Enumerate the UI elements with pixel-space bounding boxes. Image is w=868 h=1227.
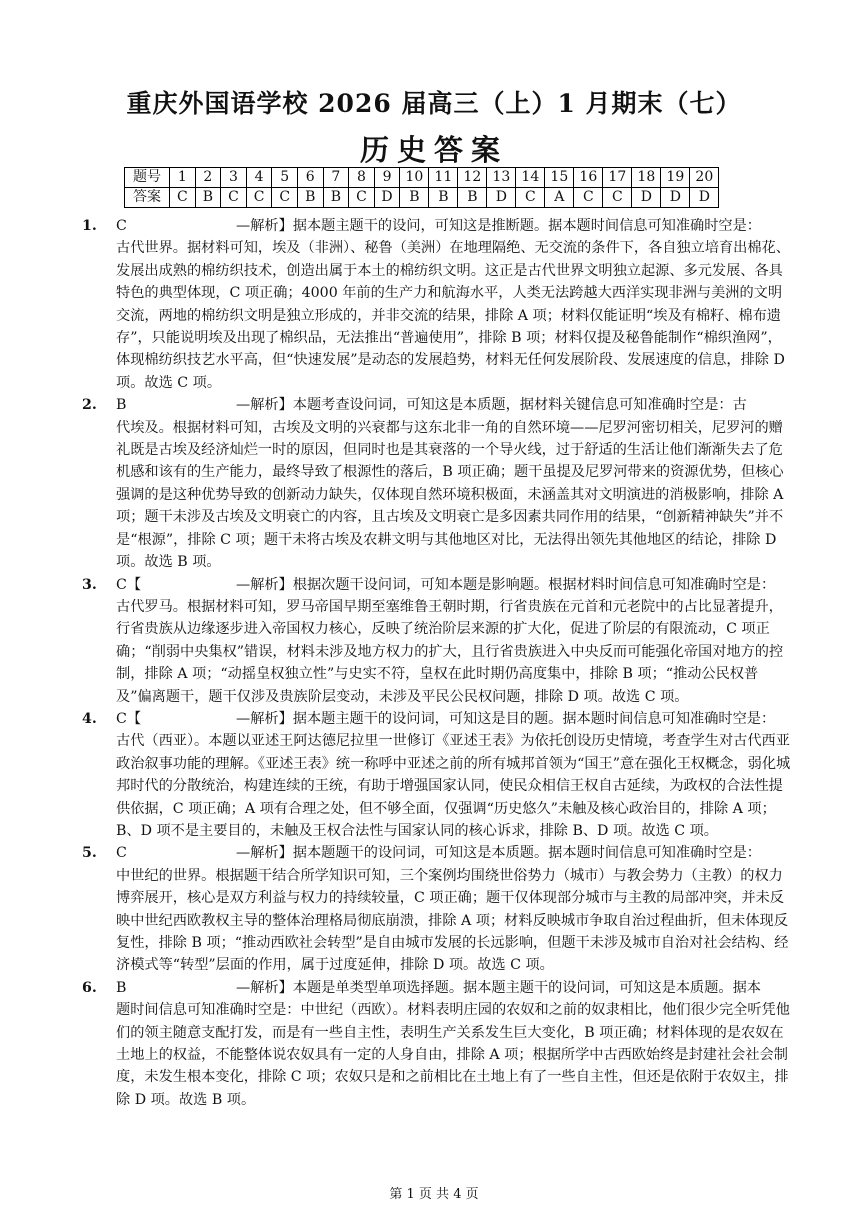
question-number: 2. bbox=[82, 397, 97, 414]
table-cell: 4 bbox=[246, 168, 272, 188]
answer-table-answer-row bbox=[125, 188, 719, 208]
table-cell: 8 bbox=[349, 168, 375, 188]
question-answer: C【 bbox=[116, 576, 142, 593]
question-answer: C bbox=[116, 845, 127, 862]
question-answer: B bbox=[116, 397, 127, 414]
explanation-lead: —解析】据本题主题干的设问，可知这是推断题。据本题时间信息可知准确时空是： bbox=[236, 218, 761, 234]
explanation-body: 古代世界。据材料可知，埃及（非洲）、秘鲁（美洲）在地理隔绝、无交流的条件下，各自独立培育出棉花、发展出成熟的棉纺织技术，创造出属于本土的棉纺织文明。这正是古代世界文明独立起源、多元发展、各具特色的典型体现，C 项正确；4000 年前的生产力和航海水平，人类无法跨越大西洋实现非洲与美洲的文明交流，两地的棉纺织文明是独立形成的，并非交流的结果，排除 A 项；材料仅能证明“埃及有棉籽、棉布遗存”，只能说明埃及出现了棉织品，无法推出“普遍使用”，排除 B 项；材料仅提及秘鲁能制作“棉织渔网”，体现棉纺织技艺水平高，但“快速发展”是动态的发展趋势，材料无任何发展阶段、发展速度的信息，排除 D 项。故选 C 项。 bbox=[116, 240, 790, 391]
table-cell: B bbox=[297, 188, 323, 208]
table-cell: 15 bbox=[545, 168, 574, 188]
table-cell: C bbox=[603, 188, 632, 208]
question-explanation bbox=[82, 215, 792, 394]
table-cell: C bbox=[516, 188, 545, 208]
table-cell: D bbox=[661, 188, 690, 208]
table-cell: 13 bbox=[487, 168, 516, 188]
document-subtitle: 历史答案 bbox=[359, 133, 508, 167]
question-answer: B bbox=[116, 979, 127, 996]
table-cell: C bbox=[170, 188, 196, 208]
explanation-lead: —解析】据本题题干的设问词，可知这是本质题。据本题时间信息可知准确时空是： bbox=[236, 845, 761, 862]
table-cell: D bbox=[487, 188, 516, 208]
explanation-body: 中世纪的世界。根据题干结合所学知识可知，三个案例均围绕世俗势力（城市）与教会势力（主教）的权力博弈展开，核心是双方利益与权力的持续较量，C 项正确；题干仅体现部分城市与主教的局部冲突，并未反映中世纪西欧教权主导的整体治理格局彻底崩溃，排除 A 项；材料反映城市争取自治过程曲折，但未体现反复性，排除 B 项；“推动西欧社会转型”是自由城市发展的长远影响，但题干未涉及城市自治对社会结构、经济模式等“转型”层面的作用，属于过度延伸，排除 D 项。故选 C 项。 bbox=[116, 867, 789, 974]
table-cell: 1 bbox=[170, 168, 196, 188]
page-footer: 第 1 页 共 4 页 bbox=[389, 1187, 479, 1202]
table-cell: 18 bbox=[632, 168, 661, 188]
question-number: 3. bbox=[82, 576, 97, 593]
table-cell: 7 bbox=[323, 168, 349, 188]
explanation-body: 古代（西亚）。本题以亚述王阿达德尼拉里一世修订《亚述王表》为依托创设历史情境，考查学生对古代西亚政治叙事功能的理解。《亚述王表》统一称呼中亚述之前的所有城邦首领为“国王”意在强化王权概念，弱化城邦时代的分散统治，构建连续的王统，有助于增强国家认同，使民众相信王权自古延续，为政权的合法性提供依据，C 项正确；A 项有合理之处，但不够全面，仅强调“历史悠久”未触及核心政治目的，排除 A 项；B、D 项不是主要目的，未触及王权合法性与国家认同的核心诉求，排除 B、D 项。故选 C 项。 bbox=[116, 733, 791, 839]
answer-table-number-row bbox=[125, 168, 719, 188]
table-cell: D bbox=[374, 188, 400, 208]
explanation-body: 代埃及。根据材料可知，古埃及文明的兴衰都与这东北非一角的自然环境——尼罗河密切相关，尼罗河的赠礼既是古埃及经济灿烂一时的原因，但同时也是其衰落的一个导火线，过于舒适的生活让他们渐渐失去了危机感和该有的生产能力，最终导致了根源性的落后，B 项正确；题干虽提及尼罗河带来的资源优势，但核心强调的是这种优势导致的创新动力缺失，仅体现自然环境积极面，未涵盖其对文明演进的消极影响，排除 A 项；题干未涉及古埃及文明衰亡的内容，且古埃及文明衰亡是多因素共同作用的结果，“创新精神缺失”并不是“根源”，排除 C 项；题干未将古埃及农耕文明与其他地区对比，无法得出领先其他地区的结论，排除 D 项。故选 B 项。 bbox=[116, 419, 784, 571]
question-number: 5. bbox=[82, 845, 97, 862]
table-cell: 9 bbox=[374, 168, 400, 188]
table-cell: B bbox=[429, 188, 458, 208]
table-cell: B bbox=[323, 188, 349, 208]
table-cell: 16 bbox=[574, 168, 603, 188]
answer-table bbox=[124, 167, 719, 208]
table-header-cell: 题号 bbox=[125, 168, 170, 188]
document-title: 重庆外国语学校 2026 届高三（上）1 月期末（七） bbox=[126, 89, 742, 118]
explanation-lead: —解析】本题考查设问词，可知这是本质题，据材料关键信息可知准确时空是：古 bbox=[236, 397, 747, 414]
question-number: 1. bbox=[82, 218, 97, 234]
table-cell: C bbox=[221, 188, 247, 208]
question-explanation bbox=[82, 842, 792, 976]
explanations bbox=[82, 215, 792, 1111]
table-cell: D bbox=[690, 188, 719, 208]
table-cell: C bbox=[349, 188, 375, 208]
question-number: 4. bbox=[82, 710, 97, 727]
table-cell: 6 bbox=[297, 168, 323, 188]
table-cell: B bbox=[458, 188, 487, 208]
table-header-cell: 答案 bbox=[125, 188, 170, 208]
table-cell: 17 bbox=[603, 168, 632, 188]
table-cell: 12 bbox=[458, 168, 487, 188]
table-cell: 5 bbox=[272, 168, 298, 188]
question-explanation bbox=[82, 977, 792, 1111]
table-cell: C bbox=[574, 188, 603, 208]
explanation-lead: —解析】据本题主题干的设问词，可知这是目的题。据本题时间信息可知准确时空是： bbox=[236, 710, 776, 727]
table-cell: 2 bbox=[195, 168, 221, 188]
table-cell: C bbox=[272, 188, 298, 208]
table-cell: 20 bbox=[690, 168, 719, 188]
table-cell: 10 bbox=[400, 168, 429, 188]
question-answer: C【 bbox=[116, 710, 142, 727]
table-cell: 19 bbox=[661, 168, 690, 188]
question-explanation bbox=[82, 574, 792, 708]
question-number: 6. bbox=[82, 979, 97, 996]
table-cell: B bbox=[195, 188, 221, 208]
table-cell: A bbox=[545, 188, 574, 208]
explanation-body: 古代罗马。根据材料可知，罗马帝国早期至塞维鲁王朝时期，行省贵族在元首和元老院中的占比显著提升，行省贵族从边缘逐步进入帝国权力核心，反映了统治阶层来源的扩大化，促进了阶层的有限流动，C 项正确；“削弱中央集权”错误，材料未涉及地方权力的扩大，且行省贵族进入中央反而可能强化帝国对地方的控制，排除 A 项；“动摇皇权独立性”与史实不符，皇权在此时期仍高度集中，排除 B 项；“推动公民权普及”偏离题干，题干仅涉及贵族阶层变动，未涉及平民公民权问题，排除 D 项。故选 C 项。 bbox=[116, 598, 784, 705]
table-cell: B bbox=[400, 188, 429, 208]
question-explanation bbox=[82, 708, 792, 842]
table-cell: 14 bbox=[516, 168, 545, 188]
question-explanation bbox=[82, 394, 792, 573]
explanation-body: 题时间信息可知准确时空是：中世纪（西欧）。材料表明庄园的农奴和之前的奴隶相比，他们很少完全听凭他们的领主随意支配打发，而是有一些自主性，表明生产关系发生巨大变化，B 项正确；材料体现的是农奴在土地上的权益，不能整体说农奴具有一定的人身自由，排除 A 项；根据所学中古西欧始终是封建社会社会制度，未发生根本变化，排除 C 项；农奴只是和之前相比在土地上有了一些自主性，但还是依附于农奴主，排除 D 项。故选 B 项。 bbox=[116, 1002, 790, 1108]
explanation-lead: —解析】根据次题干设问词，可知本题是影响题。根据材料时间信息可知准确时空是： bbox=[236, 576, 776, 593]
table-cell: 3 bbox=[221, 168, 247, 188]
explanation-lead: —解析】本题是单类型单项选择题。据本题主题干的设问词，可知这是本质题。据本 bbox=[236, 979, 761, 996]
question-answer: C bbox=[116, 218, 127, 234]
table-cell: 11 bbox=[429, 168, 458, 188]
table-cell: C bbox=[246, 188, 272, 208]
table-cell: D bbox=[632, 188, 661, 208]
